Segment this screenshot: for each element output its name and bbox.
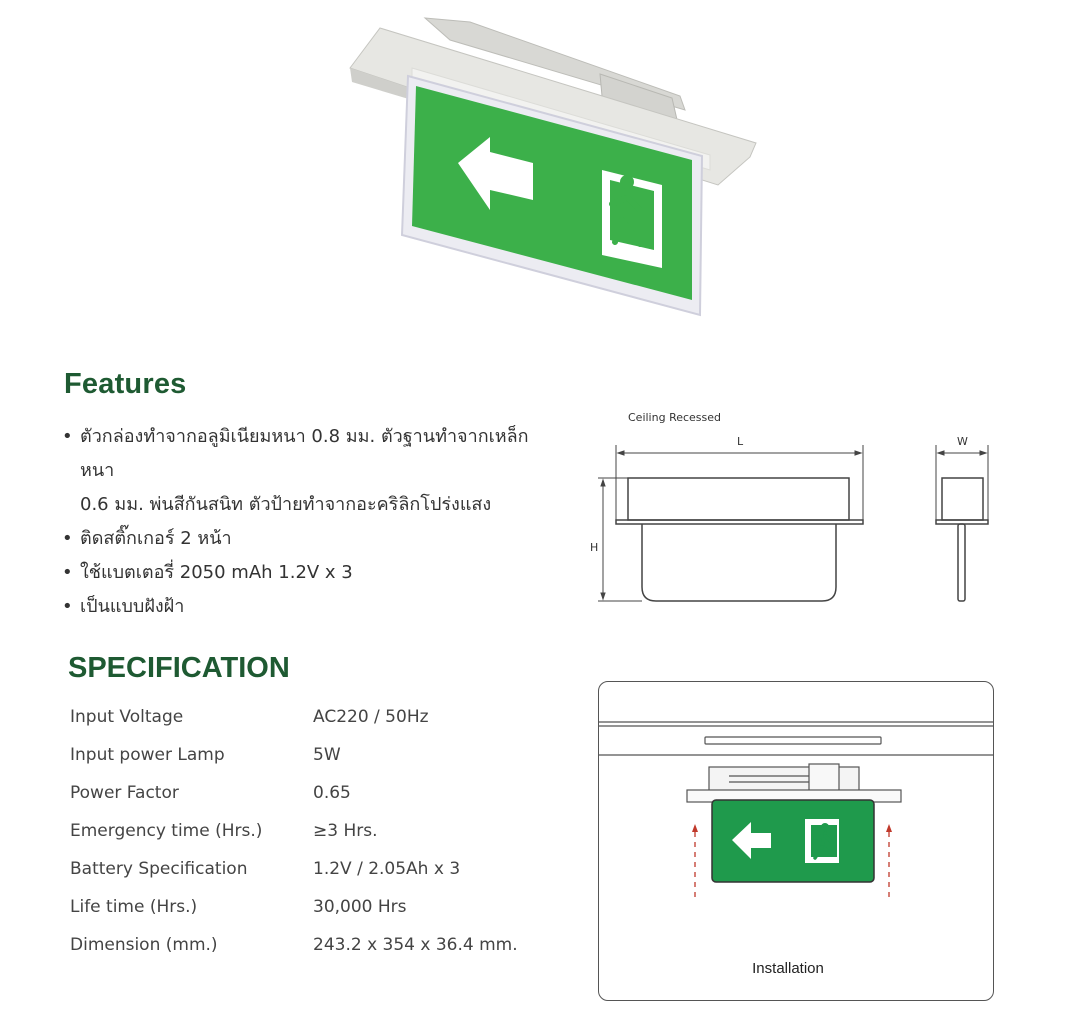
width-label: W bbox=[957, 435, 968, 448]
spec-label: Emergency time (Hrs.) bbox=[70, 821, 263, 841]
spec-label: Battery Specification bbox=[70, 859, 248, 879]
feature-text: ตัวกล่องทำจากอลูมิเนียมหนา 0.8 มม. ตัวฐานทำจากเหล็กหนา bbox=[80, 426, 529, 481]
spec-row bbox=[70, 926, 518, 964]
specification-heading: SPECIFICATION bbox=[68, 652, 290, 684]
spec-row bbox=[70, 888, 518, 926]
spec-label: Dimension (mm.) bbox=[70, 935, 218, 955]
product-image bbox=[340, 0, 770, 330]
spec-value: 0.65 bbox=[313, 783, 351, 803]
installation-diagram bbox=[598, 681, 994, 1001]
spec-value: AC220 / 50Hz bbox=[313, 707, 429, 727]
spec-value: 30,000 Hrs bbox=[313, 897, 407, 917]
feature-item bbox=[60, 522, 560, 556]
spec-row bbox=[70, 812, 518, 850]
dimension-lines bbox=[580, 405, 1010, 610]
features-list bbox=[60, 420, 560, 624]
spec-value: ≥3 Hrs. bbox=[313, 821, 378, 841]
spec-row bbox=[70, 698, 518, 736]
feature-text-continued: 0.6 มม. พ่นสีกันสนิท ตัวป้ายทำจากอะคริลิกโปร่งแสง bbox=[80, 494, 492, 515]
feature-text: เป็นแบบฝังฝ้า bbox=[80, 596, 185, 617]
feature-text: ใช้แบตเตอรี่ 2050 mAh 1.2V x 3 bbox=[80, 562, 353, 583]
spec-row bbox=[70, 774, 518, 812]
drawing-title: Ceiling Recessed bbox=[628, 411, 722, 424]
spec-row bbox=[70, 850, 518, 888]
feature-item bbox=[60, 590, 560, 624]
height-label: H bbox=[590, 541, 599, 554]
spec-label: Input Voltage bbox=[70, 707, 184, 727]
dimension-drawing bbox=[580, 405, 1010, 610]
feature-text: ติดสติ๊กเกอร์ 2 หน้า bbox=[80, 528, 232, 549]
feature-item bbox=[60, 556, 560, 590]
features-heading: Features bbox=[64, 368, 187, 400]
specification-table bbox=[70, 698, 518, 964]
installation-label: Installation bbox=[752, 960, 824, 977]
feature-item bbox=[60, 420, 560, 522]
spec-label: Input power Lamp bbox=[70, 745, 225, 765]
spec-label: Life time (Hrs.) bbox=[70, 897, 198, 917]
spec-value: 5W bbox=[313, 745, 341, 765]
spec-row bbox=[70, 736, 518, 774]
spec-label: Power Factor bbox=[70, 783, 179, 803]
spec-value: 1.2V / 2.05Ah x 3 bbox=[313, 859, 461, 879]
length-label: L bbox=[737, 435, 744, 448]
spec-value: 243.2 x 354 x 36.4 mm. bbox=[313, 935, 518, 955]
